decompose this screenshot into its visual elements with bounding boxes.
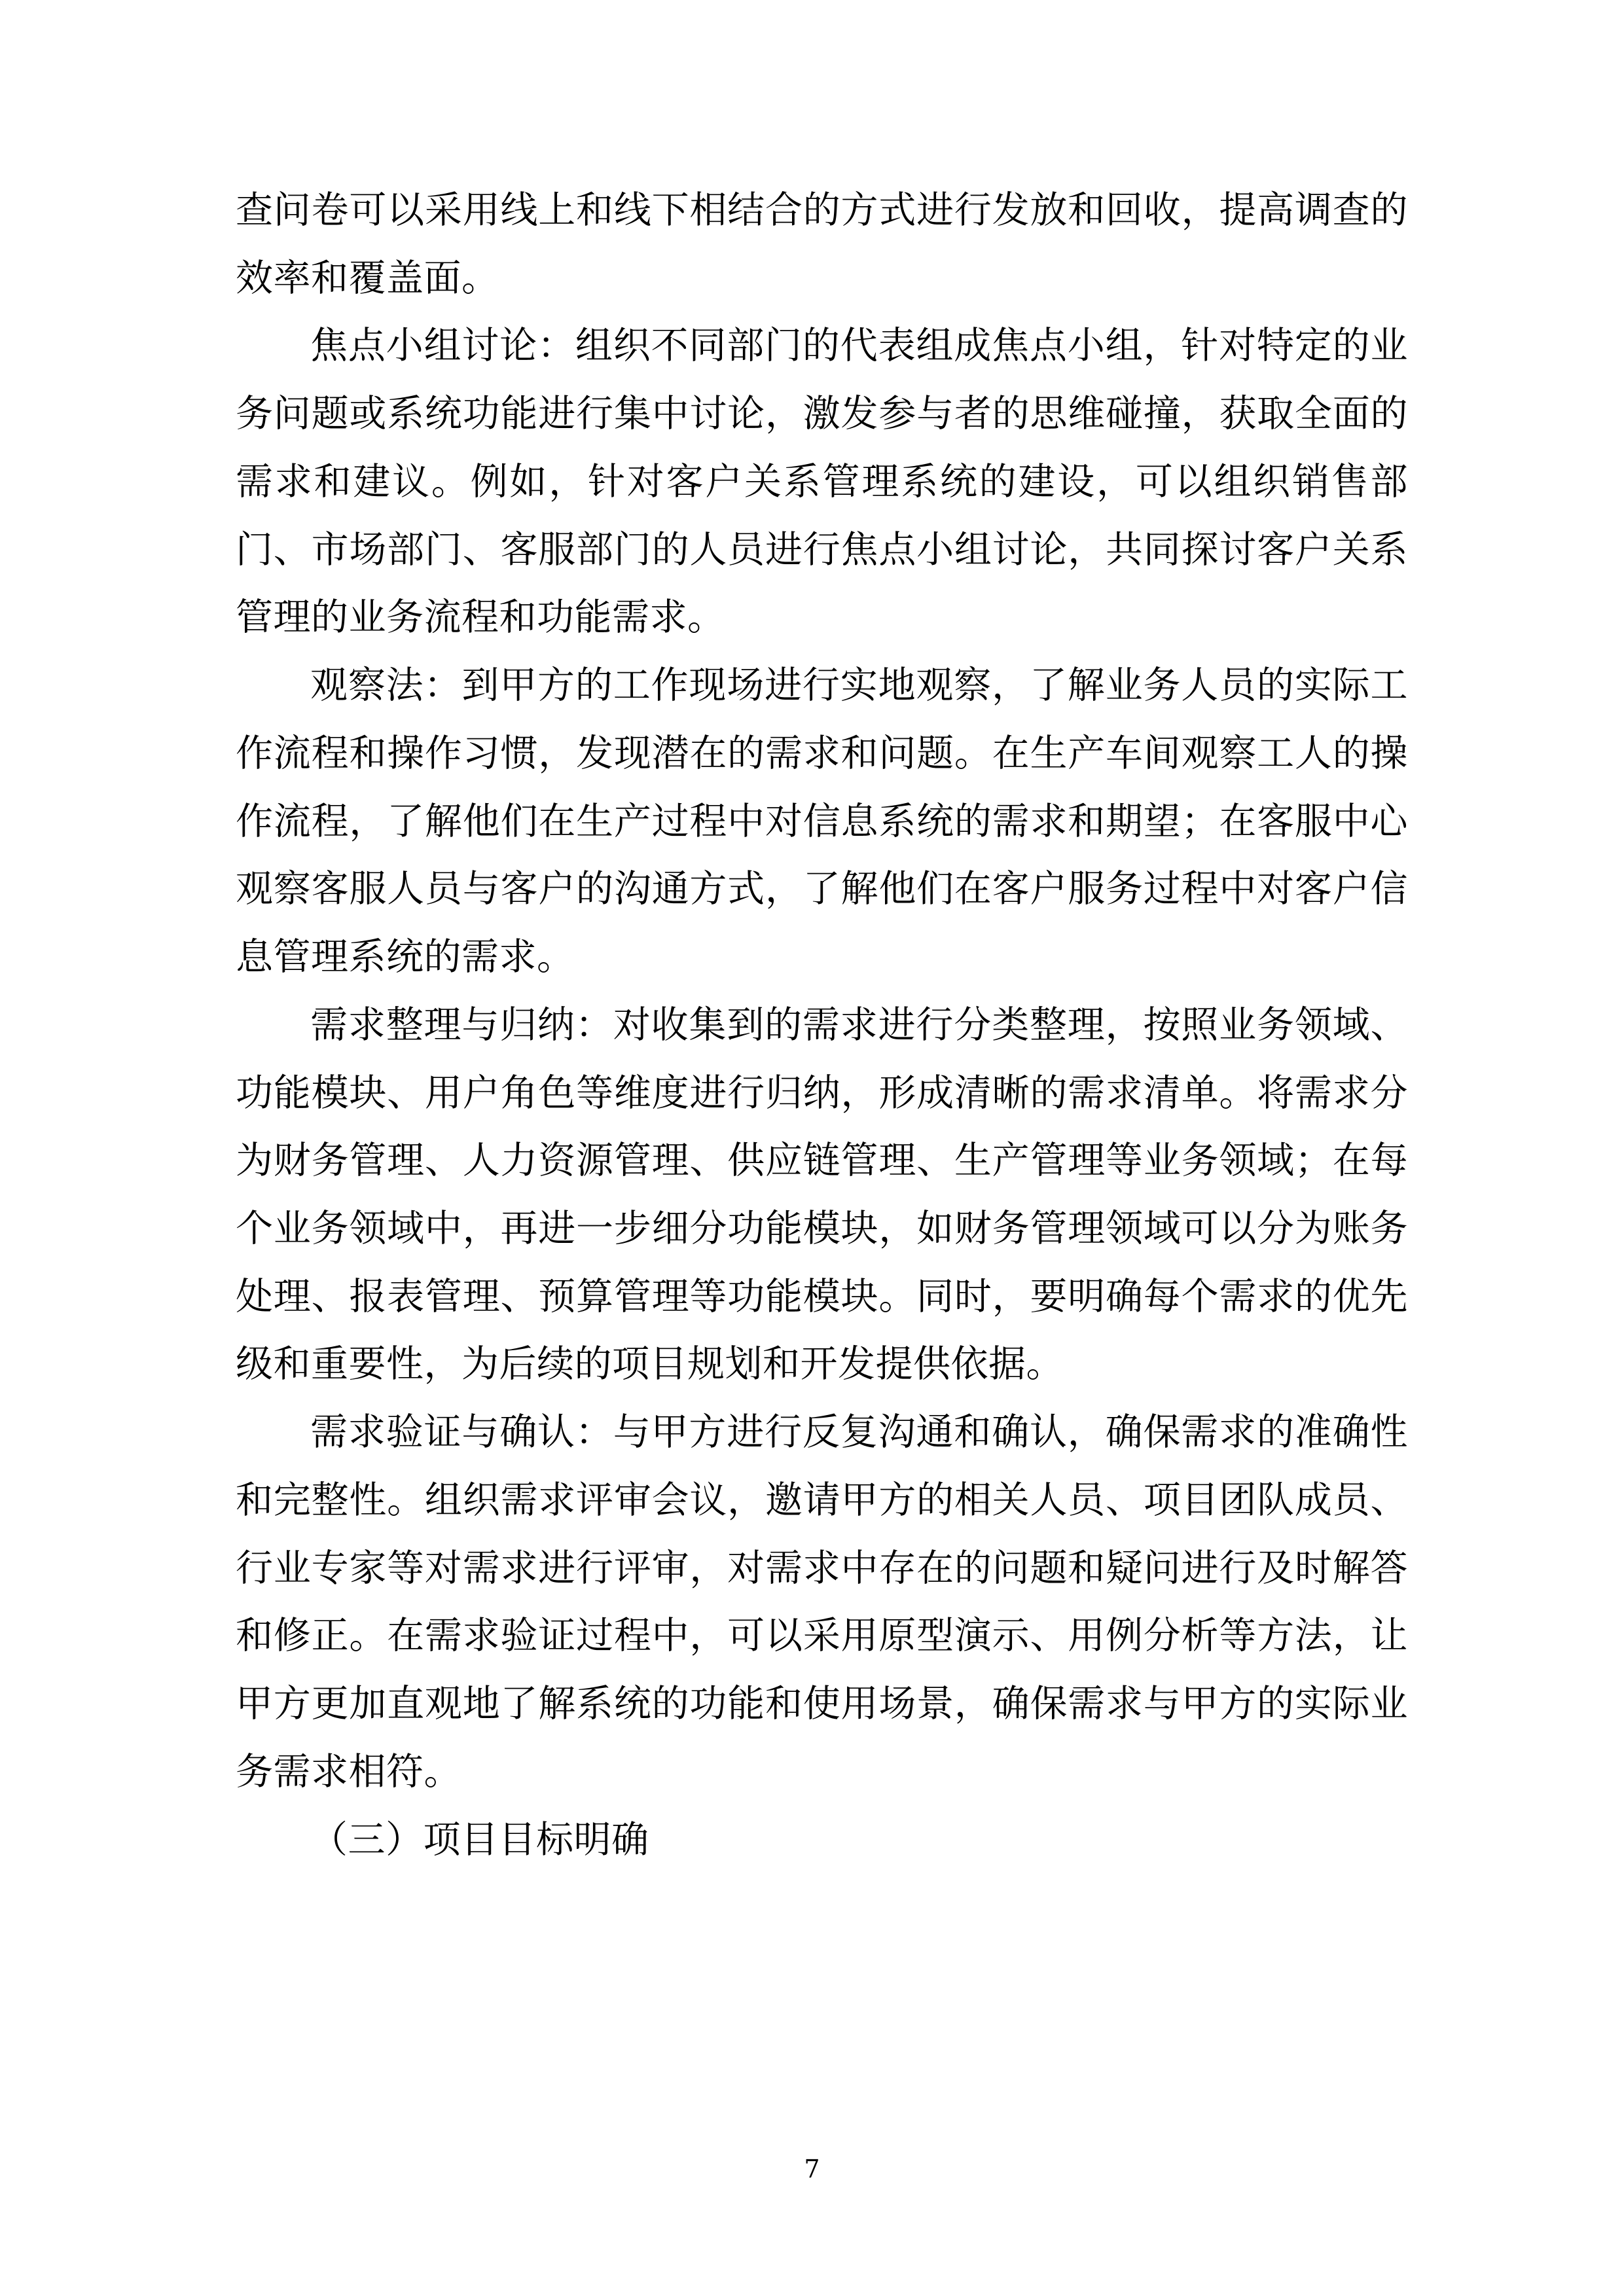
page-number: 7 xyxy=(804,2155,820,2183)
paragraph-4: 需求整理与归纳：对收集到的需求进行分类整理，按照业务领域、功能模块、用户角色等维度进行归纳，形成清晰的需求清单。将需求分为财务管理、人力资源管理、供应链管理、生产管理等业务领域；在每个业务领域中，再进一步细分功能模块，如财务管理领域可以分为账务处理、报表管理、预算管理等功能模块。同时，要明确每个需求的优先级和重要性，为后续的项目规划和开发提供依据。 xyxy=(236,1003,1408,1386)
paragraph-5: 需求验证与确认：与甲方进行反复沟通和确认，确保需求的准确性和完整性。组织需求评审会议，邀请甲方的相关人员、项目团队成员、行业专家等对需求进行评审，对需求中存在的问题和疑问进行及时解答和修正。在需求验证过程中，可以采用原型演示、用例分析等方法，让甲方更加直观地了解系统的功能和使用场景，确保需求与甲方的实际业务需求相符。 xyxy=(236,1410,1408,1793)
paragraph-1: 查问卷可以采用线上和线下相结合的方式进行发放和回收，提高调查的效率和覆盖面。 xyxy=(236,188,1408,300)
paragraph-2: 焦点小组讨论：组织不同部门的代表组成焦点小组，针对特定的业务问题或系统功能进行集中讨论，激发参与者的思维碰撞，获取全面的需求和建议。例如，针对客户关系管理系统的建设，可以组织销售部门、市场部门、客服部门的人员进行焦点小组讨论，共同探讨客户关系管理的业务流程和功能需求。 xyxy=(236,324,1408,639)
document-body xyxy=(236,177,1408,1874)
paragraph-3: 观察法：到甲方的工作现场进行实地观察，了解业务人员的实际工作流程和操作习惯，发现潜在的需求和问题。在生产车间观察工人的操作流程，了解他们在生产过程中对信息系统的需求和期望；在客服中心观察客服人员与客户的沟通方式，了解他们在客户服务过程中对客户信息管理系统的需求。 xyxy=(236,664,1408,979)
section-heading: （三）项目目标明确 xyxy=(310,1818,649,1861)
